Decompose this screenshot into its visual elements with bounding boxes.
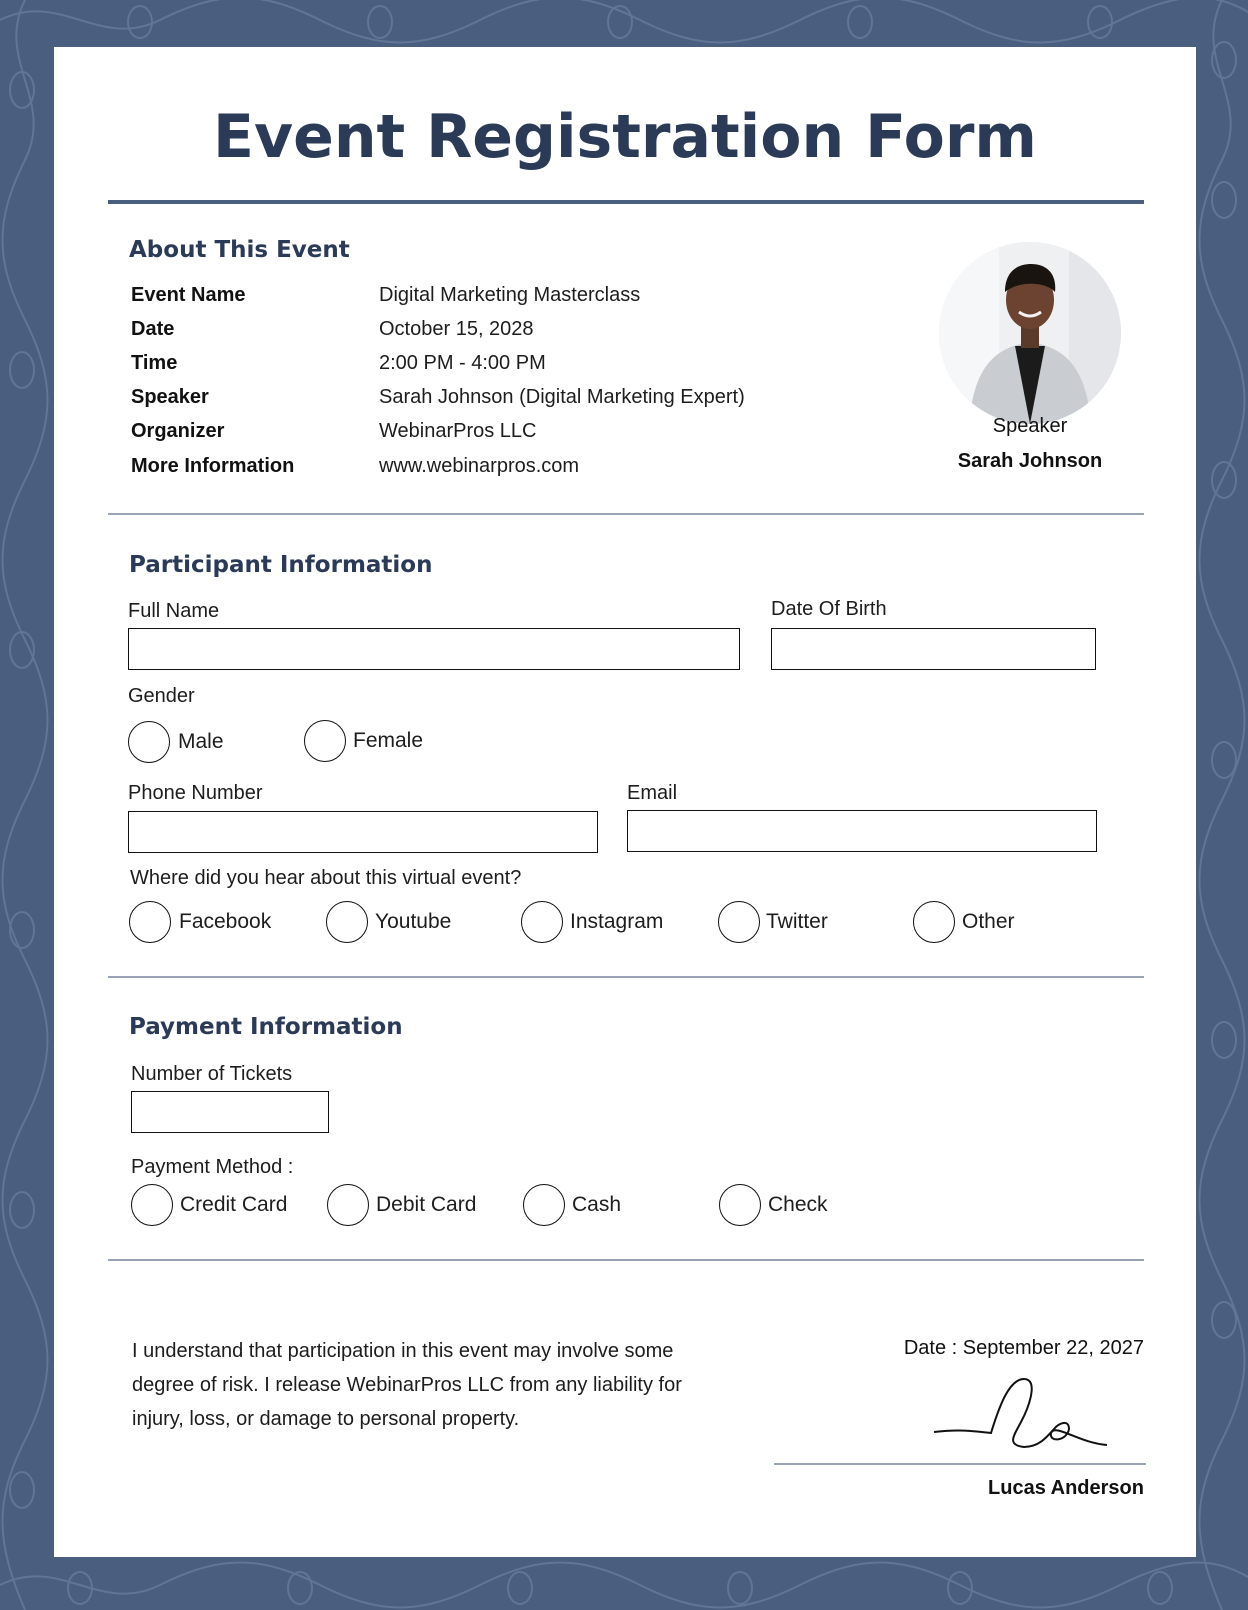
section-divider [108, 1259, 1144, 1261]
gender-label: Gender [128, 685, 195, 707]
source-instagram-label: Instagram [570, 910, 664, 933]
gender-male-radio[interactable] [128, 721, 170, 763]
payment-heading: Payment Information [129, 1014, 403, 1040]
title-divider [108, 200, 1144, 204]
gender-male-label: Male [178, 730, 224, 753]
signature-date: Date : September 22, 2027 [903, 1337, 1144, 1359]
source-facebook-radio[interactable] [129, 901, 171, 943]
info-label: Date [131, 318, 175, 340]
payment-method-label: Payment Method : [131, 1156, 294, 1178]
info-label: Event Name [131, 284, 246, 306]
info-value: October 15, 2028 [379, 318, 534, 340]
email-label: Email [627, 782, 678, 804]
source-twitter-label: Twitter [766, 910, 828, 933]
source-twitter-radio[interactable] [718, 901, 760, 943]
payment-debit-card-label: Debit Card [376, 1193, 477, 1216]
info-value: Sarah Johnson (Digital Marketing Expert) [379, 386, 745, 408]
payment-credit-card-label: Credit Card [180, 1193, 288, 1216]
info-value: Digital Marketing Masterclass [379, 284, 641, 306]
info-label: Time [131, 352, 178, 374]
phone-input[interactable] [128, 811, 598, 853]
section-divider [108, 513, 1144, 515]
gender-female-radio[interactable] [304, 720, 346, 762]
speaker-role: Speaker [992, 415, 1068, 437]
info-value: www.webinarpros.com [379, 455, 580, 477]
waiver-text: I understand that participation in this event may involve some degree of risk. I release WebinarPros LLC from any liability for injury, loss, or damage to personal property. [132, 1340, 682, 1430]
source-instagram-radio[interactable] [521, 901, 563, 943]
section-divider [108, 976, 1144, 978]
signer-name: Lucas Anderson [988, 1477, 1144, 1499]
dob-input[interactable] [771, 628, 1096, 670]
phone-label: Phone Number [128, 782, 263, 804]
form-sheet [54, 47, 1196, 1557]
tickets-label: Number of Tickets [131, 1063, 293, 1085]
email-input[interactable] [627, 810, 1097, 852]
payment-cash-radio[interactable] [523, 1184, 565, 1226]
tickets-input[interactable] [131, 1091, 329, 1133]
source-other-radio[interactable] [913, 901, 955, 943]
signature-image [929, 1367, 1109, 1467]
dob-label: Date Of Birth [771, 598, 887, 620]
page-title: Event Registration Form [213, 102, 1037, 172]
info-label: Speaker [131, 386, 209, 408]
source-youtube-label: Youtube [375, 910, 452, 933]
participant-heading: Participant Information [129, 552, 433, 578]
source-other-label: Other [962, 910, 1015, 933]
gender-female-label: Female [353, 729, 424, 752]
payment-cash-label: Cash [572, 1193, 622, 1216]
full-name-label: Full Name [128, 600, 220, 622]
source-question: Where did you hear about this virtual event? [130, 867, 522, 889]
source-youtube-radio[interactable] [326, 901, 368, 943]
info-label: Organizer [131, 420, 225, 442]
signature-line [774, 1463, 1146, 1465]
payment-credit-card-radio[interactable] [131, 1184, 173, 1226]
payment-check-radio[interactable] [719, 1184, 761, 1226]
info-label: More Information [131, 455, 295, 477]
full-name-input[interactable] [128, 628, 740, 670]
speaker-photo [939, 242, 1121, 424]
speaker-name: Sarah Johnson [957, 450, 1103, 472]
info-value: WebinarPros LLC [379, 420, 537, 442]
info-value: 2:00 PM - 4:00 PM [379, 352, 546, 374]
payment-check-label: Check [768, 1193, 828, 1216]
about-heading: About This Event [129, 237, 350, 263]
source-facebook-label: Facebook [179, 910, 272, 933]
payment-debit-card-radio[interactable] [327, 1184, 369, 1226]
